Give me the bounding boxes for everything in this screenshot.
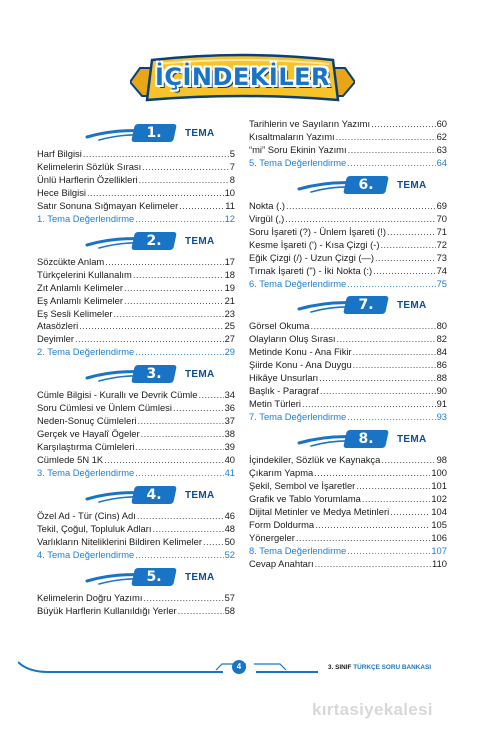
- toc-entry[interactable]: [249, 226, 447, 239]
- entry-title: Tekil, Çoğul, Topluluk Adları: [37, 522, 152, 534]
- entry-title: Eş Sesli Kelimeler: [37, 307, 113, 319]
- theme-header: [249, 296, 447, 316]
- entry-title: Atasözleri: [37, 320, 79, 332]
- entry-page: 72: [436, 238, 447, 250]
- toc-entry[interactable]: [249, 359, 447, 372]
- entry-page: 52: [224, 548, 235, 560]
- entry-title: 8. Tema Değerlendirme: [249, 544, 347, 556]
- leader-dots: [381, 454, 435, 467]
- toc-entry[interactable]: [249, 144, 447, 157]
- toc-evaluation-entry[interactable]: [37, 346, 235, 359]
- entry-page: 29: [224, 346, 235, 358]
- entry-page: 40: [224, 454, 235, 466]
- toc-entry[interactable]: [37, 536, 235, 549]
- right-column: [249, 118, 447, 571]
- entry-title: Karşılaştırma Cümleleri: [37, 441, 135, 453]
- entry-page: 102: [431, 492, 447, 504]
- leader-dots: [296, 532, 430, 545]
- entry-page: 25: [224, 320, 235, 332]
- leader-dots: [135, 346, 223, 359]
- toc-evaluation-entry[interactable]: [37, 467, 235, 480]
- leader-dots: [380, 239, 435, 252]
- entry-title: Şekil, Sembol ve İşaretler: [249, 480, 356, 492]
- toc-evaluation-entry[interactable]: [249, 545, 447, 558]
- entry-title: Kelimelerin Doğru Yazımı: [37, 591, 143, 603]
- toc-evaluation-entry[interactable]: [249, 411, 447, 424]
- leader-dots: [135, 549, 223, 562]
- entry-page: 90: [436, 385, 447, 397]
- leader-dots: [135, 467, 223, 480]
- leader-dots: [347, 278, 435, 291]
- watermark: kırtasiyekalesi: [312, 700, 433, 719]
- entry-title: Gerçek ve Hayalî Ögeler: [37, 428, 140, 440]
- page-number: 4: [232, 660, 246, 674]
- left-column: [37, 118, 235, 618]
- entry-page: 5: [229, 148, 235, 159]
- toc-entry[interactable]: [37, 148, 235, 161]
- entry-page: 34: [224, 389, 235, 401]
- leader-dots: [319, 372, 435, 385]
- entry-page: 75: [436, 277, 447, 289]
- entry-page: 82: [436, 333, 447, 345]
- entry-title: Deyimler: [37, 333, 74, 345]
- toc-entry[interactable]: [249, 480, 447, 493]
- entry-title: Türkçelerini Kullanalım: [37, 268, 132, 280]
- leader-dots: [315, 558, 431, 571]
- entry-page: 84: [436, 346, 447, 358]
- theme-number: 3.: [146, 366, 162, 383]
- entry-page: 107: [431, 544, 447, 556]
- toc-entry[interactable]: [37, 389, 235, 402]
- entry-page: 27: [224, 333, 235, 345]
- toc-entry[interactable]: [249, 239, 447, 252]
- entry-page: 73: [436, 251, 447, 263]
- leader-dots: [353, 359, 436, 372]
- entry-title: Kesme İşareti (') - Kısa Çizgi (-): [249, 238, 380, 250]
- entry-title: Metinde Konu - Ana Fikir: [249, 346, 352, 358]
- leader-dots: [320, 385, 436, 398]
- theme-header: [37, 486, 235, 506]
- leader-dots: [173, 402, 224, 415]
- toc-entry[interactable]: [37, 282, 235, 295]
- entry-page: 74: [436, 264, 447, 276]
- entry-page: 8: [229, 173, 235, 185]
- leader-dots: [336, 131, 436, 144]
- leader-dots: [302, 398, 436, 411]
- entry-page: 86: [436, 359, 447, 371]
- theme-header: [37, 232, 235, 252]
- leader-dots: [353, 346, 436, 359]
- entry-title: Varlıkların Niteliklerini Bildiren Kelimeler: [37, 535, 202, 547]
- theme-number: 8.: [358, 431, 374, 448]
- entry-page: 17: [224, 255, 235, 267]
- leader-dots: [105, 256, 223, 269]
- entry-title: Metin Türleri: [249, 398, 301, 410]
- entry-page: 50: [224, 535, 235, 547]
- entry-page: 105: [431, 518, 447, 530]
- theme-number: 5.: [146, 568, 162, 585]
- entry-title: 3. Tema Değerlendirme: [37, 467, 135, 479]
- leader-dots: [143, 592, 223, 605]
- entry-title: Kısaltmaların Yazımı: [249, 130, 335, 142]
- theme-header: [37, 124, 235, 144]
- leader-dots: [83, 148, 229, 161]
- toc-entry[interactable]: [37, 592, 235, 605]
- toc-entry[interactable]: [37, 187, 235, 200]
- toc-entry[interactable]: [249, 532, 447, 545]
- entry-page: 41: [224, 467, 235, 479]
- entry-title: Harf Bilgisi: [37, 148, 82, 159]
- theme-label: TEMA: [397, 179, 427, 191]
- toc-entry[interactable]: [249, 506, 447, 519]
- toc-entry[interactable]: [249, 252, 447, 265]
- leader-dots: [124, 295, 224, 308]
- toc-entry[interactable]: [37, 295, 235, 308]
- leader-dots: [315, 519, 430, 532]
- entry-title: Hece Bilgisi: [37, 186, 86, 198]
- toc-entry[interactable]: [37, 428, 235, 441]
- entry-page: 110: [432, 557, 447, 569]
- entry-page: 80: [436, 320, 447, 332]
- toc-entry[interactable]: [249, 118, 447, 131]
- entry-page: 37: [224, 415, 235, 427]
- leader-dots: [135, 213, 223, 226]
- entry-page: 62: [436, 130, 447, 142]
- entry-title: 1. Tema Değerlendirme: [37, 212, 135, 224]
- entry-page: 100: [431, 467, 447, 479]
- toc-entry[interactable]: [249, 467, 447, 480]
- entry-title: Olayların Oluş Sırası: [249, 333, 336, 345]
- entry-page: 98: [436, 454, 447, 466]
- entry-title: Yönergeler: [249, 531, 295, 543]
- entry-page: 19: [224, 281, 235, 293]
- toc-entry[interactable]: [37, 402, 235, 415]
- entry-page: 91: [436, 398, 447, 410]
- theme-header: [249, 430, 447, 450]
- entry-title: “mi” Soru Ekinin Yazımı: [249, 143, 347, 155]
- toc-entry[interactable]: [249, 519, 447, 532]
- entry-title: Grafik ve Tablo Yorumlama: [249, 492, 361, 504]
- entry-title: Tırnak İşareti (") - İki Nokta (:): [249, 264, 373, 276]
- entry-title: Cevap Anahtarı: [249, 557, 314, 569]
- leader-dots: [371, 118, 436, 131]
- leader-dots: [375, 252, 436, 265]
- theme-header: [37, 568, 235, 588]
- toc-entry[interactable]: [249, 493, 447, 506]
- theme-label: TEMA: [185, 235, 215, 247]
- entry-page: 48: [224, 522, 235, 534]
- toc-entry[interactable]: [249, 213, 447, 226]
- leader-dots: [87, 187, 224, 200]
- theme-number: 6.: [358, 176, 374, 193]
- entry-page: 12: [224, 212, 235, 224]
- leader-dots: [179, 200, 224, 213]
- toc-entry[interactable]: [249, 265, 447, 278]
- leader-dots: [135, 441, 223, 454]
- leader-dots: [390, 506, 430, 519]
- toc-entry[interactable]: [249, 320, 447, 333]
- entry-title: Neden-Sonuç Cümleleri: [37, 415, 137, 427]
- toc-entry[interactable]: [37, 269, 235, 282]
- leader-dots: [114, 308, 224, 321]
- toc-entry[interactable]: [249, 200, 447, 213]
- leader-dots: [373, 265, 435, 278]
- entry-title: İçindekiler, Sözlük ve Kaynakça: [249, 454, 381, 466]
- entry-title: Cümle Bilgisi - Kurallı ve Devrik Cümle: [37, 389, 198, 401]
- entry-page: 71: [436, 225, 447, 237]
- toc-entry[interactable]: [37, 454, 235, 467]
- leader-dots: [285, 213, 435, 226]
- toc-entry[interactable]: [249, 333, 447, 346]
- entry-title: 2. Tema Değerlendirme: [37, 346, 135, 358]
- entry-page: 10: [224, 186, 235, 198]
- entry-title: 4. Tema Değerlendirme: [37, 548, 135, 560]
- theme-number: 7.: [358, 297, 374, 314]
- leader-dots: [138, 415, 224, 428]
- entry-page: 39: [224, 441, 235, 453]
- entry-title: Eğik Çizgi (/) - Uzun Çizgi (—): [249, 251, 375, 263]
- toc-evaluation-entry[interactable]: [249, 157, 447, 170]
- toc-entry[interactable]: [37, 174, 235, 187]
- entry-page: 64: [436, 156, 447, 168]
- footer-book-name: TÜRKÇE SORU BANKASI: [353, 664, 431, 671]
- entry-title: 6. Tema Değerlendirme: [249, 277, 347, 289]
- leader-dots: [347, 545, 430, 558]
- entry-page: 93: [436, 411, 447, 423]
- theme-label: TEMA: [185, 369, 215, 381]
- toc-entry[interactable]: [37, 308, 235, 321]
- toc-entry[interactable]: [249, 372, 447, 385]
- entry-title: Form Doldurma: [249, 518, 315, 530]
- entry-title: Başlık - Paragraf: [249, 385, 319, 397]
- toc-entry[interactable]: [37, 200, 235, 213]
- entry-title: Özel Ad - Tür (Cins) Adı: [37, 510, 136, 522]
- entry-page: 101: [431, 480, 447, 492]
- entry-page: 70: [436, 212, 447, 224]
- toc-evaluation-entry[interactable]: [249, 278, 447, 291]
- theme-number: 1.: [146, 125, 162, 141]
- theme-header: [37, 365, 235, 385]
- entry-page: 106: [431, 531, 447, 543]
- footer-book-title: [328, 664, 431, 671]
- entry-title: Kelimelerin Sözlük Sırası: [37, 160, 142, 172]
- toc-evaluation-entry[interactable]: [37, 549, 235, 562]
- theme-number: 4.: [146, 487, 162, 504]
- entry-page: 11: [225, 199, 235, 211]
- entry-title: Ünlü Harflerin Özellikleri: [37, 173, 138, 185]
- leader-dots: [198, 389, 223, 402]
- leader-dots: [124, 282, 224, 295]
- entry-title: Dijital Metinler ve Medya Metinleri: [249, 505, 390, 517]
- entry-title: Zıt Anlamlı Kelimeler: [37, 281, 123, 293]
- entry-page: 21: [224, 294, 235, 306]
- theme-label: TEMA: [185, 128, 215, 139]
- toc-entry[interactable]: [37, 441, 235, 454]
- leader-dots: [337, 333, 436, 346]
- toc-entry[interactable]: [37, 320, 235, 333]
- entry-page: 23: [224, 307, 235, 319]
- toc-entry[interactable]: [37, 256, 235, 269]
- leader-dots: [75, 333, 224, 346]
- leader-dots: [203, 536, 224, 549]
- page-title: İÇİNDEKİLER: [154, 63, 331, 91]
- theme-header: [249, 176, 447, 196]
- entry-title: Çıkarım Yapma: [249, 467, 314, 479]
- entry-page: 57: [224, 591, 235, 603]
- leader-dots: [348, 144, 436, 157]
- entry-title: Şiirde Konu - Ana Duygu: [249, 359, 352, 371]
- leader-dots: [141, 428, 224, 441]
- leader-dots: [314, 467, 430, 480]
- leader-dots: [142, 161, 229, 174]
- leader-dots: [137, 510, 224, 523]
- toc-entry[interactable]: [249, 558, 447, 571]
- theme-label: TEMA: [185, 490, 215, 502]
- entry-title: Büyük Harflerin Kullanıldığı Yerler: [37, 604, 177, 616]
- leader-dots: [133, 269, 224, 282]
- entry-page: 38: [224, 428, 235, 440]
- entry-title: Nokta (.): [249, 199, 285, 211]
- theme-label: TEMA: [185, 571, 215, 583]
- entry-page: 36: [224, 402, 235, 414]
- entry-title: Sözcükte Anlam: [37, 255, 105, 267]
- leader-dots: [178, 605, 224, 618]
- toc-entry[interactable]: [37, 333, 235, 346]
- toc-entry[interactable]: [37, 161, 235, 174]
- leader-dots: [139, 174, 229, 187]
- toc-entry[interactable]: [37, 605, 235, 618]
- leader-dots: [347, 157, 435, 170]
- entry-title: Tarihlerin ve Sayıların Yazımı: [249, 118, 371, 129]
- footer-grade: 3. SINIF: [328, 664, 352, 671]
- toc-entry[interactable]: [249, 385, 447, 398]
- theme-label: TEMA: [397, 300, 427, 312]
- toc-entry[interactable]: [37, 415, 235, 428]
- toc-entry[interactable]: [249, 398, 447, 411]
- entry-page: 7: [229, 160, 235, 172]
- leader-dots: [362, 493, 430, 506]
- toc-entry[interactable]: [37, 523, 235, 536]
- leader-dots: [347, 411, 435, 424]
- entry-title: Virgül (,): [249, 212, 285, 224]
- entry-title: Cümlede 5N 1K: [37, 454, 104, 466]
- toc-entry[interactable]: [249, 454, 447, 467]
- entry-title: 7. Tema Değerlendirme: [249, 411, 347, 423]
- entry-title: Satır Sonuna Sığmayan Kelimeler: [37, 199, 179, 211]
- leader-dots: [286, 200, 436, 213]
- entry-page: 69: [436, 199, 447, 211]
- entry-page: 104: [431, 505, 447, 517]
- theme-number: 2.: [146, 232, 162, 249]
- entry-page: 63: [436, 143, 447, 155]
- entry-title: Hikâye Unsurları: [249, 372, 319, 384]
- entry-title: Soru İşareti (?) - Ünlem İşareti (!): [249, 225, 387, 237]
- entry-title: Görsel Okuma: [249, 320, 310, 332]
- leader-dots: [104, 454, 223, 467]
- theme-label: TEMA: [397, 434, 427, 446]
- toc-entry[interactable]: [249, 131, 447, 144]
- entry-page: 46: [224, 510, 235, 522]
- entry-page: 58: [224, 604, 235, 616]
- entry-page: 88: [436, 372, 447, 384]
- toc-evaluation-entry[interactable]: [37, 213, 235, 226]
- entry-title: Soru Cümlesi ve Ünlem Cümlesi: [37, 402, 172, 414]
- entry-title: Eş Anlamlı Kelimeler: [37, 294, 123, 306]
- leader-dots: [79, 320, 223, 333]
- entry-page: 18: [224, 268, 235, 280]
- entry-page: 60: [436, 118, 447, 129]
- toc-entry[interactable]: [37, 510, 235, 523]
- leader-dots: [387, 226, 436, 239]
- leader-dots: [152, 523, 223, 536]
- leader-dots: [310, 320, 435, 333]
- entry-title: 5. Tema Değerlendirme: [249, 156, 347, 168]
- title-banner: [130, 52, 355, 108]
- toc-entry[interactable]: [249, 346, 447, 359]
- leader-dots: [356, 480, 430, 493]
